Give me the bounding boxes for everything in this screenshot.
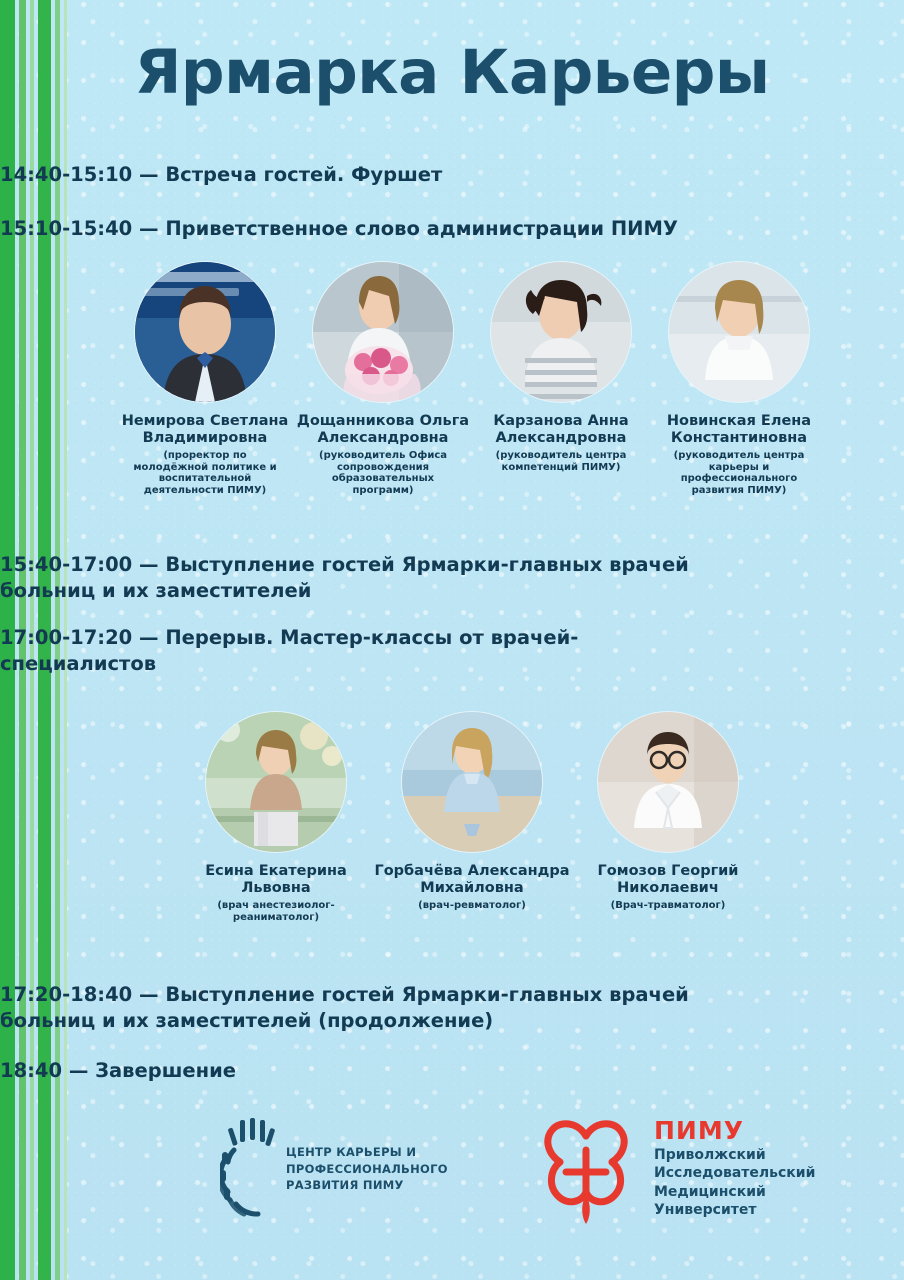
schedule-dash-6: — bbox=[62, 1059, 96, 1082]
speaker-card bbox=[116, 262, 294, 497]
speaker-name: Новинская Елена Константиновна bbox=[666, 413, 812, 447]
schedule-row-5 bbox=[0, 982, 720, 1033]
speaker-name: Дощанникова Ольга Александровна bbox=[296, 413, 470, 447]
schedule-dash-4: — bbox=[132, 626, 166, 649]
schedule-row-3 bbox=[0, 552, 700, 603]
schedule-text-5: Выступление гостей Ярмарки-главных врачей больниц и их заместителей (продолжение) bbox=[0, 983, 689, 1032]
speaker-role: (руководитель Офиса сопровождения образовательных программ) bbox=[319, 450, 447, 496]
speaker-name: Карзанова Анна Александровна bbox=[493, 413, 629, 447]
schedule-text-3: Выступление гостей Ярмарки-главных врачей больниц и их заместителей bbox=[0, 553, 689, 602]
schedule-row-4 bbox=[0, 625, 700, 676]
portrait-man-white-coat-glasses-image bbox=[598, 712, 738, 852]
schedule-time-3: 15:40-17:00 bbox=[0, 553, 133, 576]
schedule-dash-5: — bbox=[132, 983, 166, 1006]
avatar bbox=[491, 262, 631, 402]
speaker-card bbox=[472, 262, 650, 497]
avatar bbox=[402, 712, 542, 852]
schedule-time-6: 18:40 bbox=[0, 1059, 63, 1082]
schedule-time-5: 17:20-18:40 bbox=[0, 983, 133, 1006]
portrait-woman-outdoors-bench-image bbox=[206, 712, 346, 852]
career-line-3: РАЗВИТИЯ ПИМУ bbox=[286, 1178, 404, 1193]
career-center-logo bbox=[220, 1116, 470, 1226]
pimu-line-4: Университет bbox=[654, 1202, 757, 1219]
speaker-card bbox=[570, 712, 766, 923]
page-title: Ярмарка Карьеры bbox=[134, 37, 770, 108]
speakers-admin-row bbox=[116, 262, 830, 497]
speaker-name: Гомозов Георгий Николаевич bbox=[597, 863, 739, 897]
speaker-role: (врач анестезиолог-реаниматолог) bbox=[217, 900, 335, 923]
speaker-name: Есина Екатерина Львовна bbox=[205, 863, 347, 897]
speaker-role: (руководитель центра компетенций ПИМУ) bbox=[495, 450, 627, 473]
schedule-text-6: Завершение bbox=[95, 1059, 236, 1082]
schedule-row-1 bbox=[0, 162, 442, 188]
speaker-card bbox=[294, 262, 472, 497]
avatar bbox=[135, 262, 275, 402]
schedule-time-4: 17:00-17:20 bbox=[0, 626, 133, 649]
pimu-line-1: Приволжский bbox=[654, 1147, 766, 1163]
pimu-line-2: Исследовательский bbox=[654, 1165, 816, 1182]
schedule-row-6 bbox=[0, 1058, 236, 1084]
pimu-heart-cross-icon bbox=[530, 1110, 642, 1228]
schedule-text-2: Приветственное слово администрации ПИМУ bbox=[165, 217, 678, 240]
speaker-role: (проректор по молодёжной политике и воспитательной деятельности ПИМУ) bbox=[133, 450, 277, 496]
speaker-card bbox=[374, 712, 570, 923]
schedule-text-4: Перерыв. Мастер-классы от врачей-специалистов bbox=[0, 626, 579, 675]
speaker-role: (врач-ревматолог) bbox=[418, 900, 526, 912]
speaker-role: (Врач-травматолог) bbox=[610, 900, 726, 912]
speaker-name: Горбачёва Александра Михайловна bbox=[374, 863, 570, 897]
schedule-text-1: Встреча гостей. Фуршет bbox=[165, 163, 443, 186]
speaker-name: Немирова Светлана Владимировна bbox=[121, 413, 289, 447]
avatar bbox=[313, 262, 453, 402]
schedule-time-1: 14:40-15:10 bbox=[0, 163, 133, 186]
portrait-woman-white-turtleneck-image bbox=[669, 262, 809, 402]
speaker-card bbox=[178, 712, 374, 923]
avatar bbox=[669, 262, 809, 402]
speakers-doctors-row bbox=[178, 712, 838, 923]
pimu-abbr: ПИМУ bbox=[654, 1116, 744, 1145]
schedule-dash-3: — bbox=[132, 553, 166, 576]
schedule-dash-1: — bbox=[132, 163, 166, 186]
career-line-1: ЦЕНТР КАРЬЕРЫ И bbox=[286, 1145, 417, 1159]
portrait-woman-striped-sweater-image bbox=[491, 262, 631, 402]
career-sunburst-icon bbox=[220, 1116, 280, 1220]
career-line-2: ПРОФЕССИОНАЛЬНОГО bbox=[286, 1161, 448, 1176]
speaker-role: (руководитель центра карьеры и профессионального развития ПИМУ) bbox=[673, 450, 805, 496]
portrait-woman-blue-blouse-sea-image bbox=[402, 712, 542, 852]
portrait-woman-blue-banner-image bbox=[135, 262, 275, 402]
pimu-line-3: Медицинский bbox=[654, 1183, 766, 1200]
portrait-woman-flowers-image bbox=[313, 262, 453, 402]
schedule-row-2 bbox=[0, 216, 678, 242]
schedule-time-2: 15:10-15:40 bbox=[0, 217, 133, 240]
avatar bbox=[206, 712, 346, 852]
avatar bbox=[598, 712, 738, 852]
pimu-fullname bbox=[654, 1146, 815, 1220]
pimu-logo bbox=[530, 1110, 830, 1230]
speaker-card bbox=[650, 262, 828, 497]
schedule-dash-2: — bbox=[132, 217, 166, 240]
logo-strip bbox=[200, 1110, 820, 1240]
career-center-text bbox=[286, 1144, 448, 1194]
